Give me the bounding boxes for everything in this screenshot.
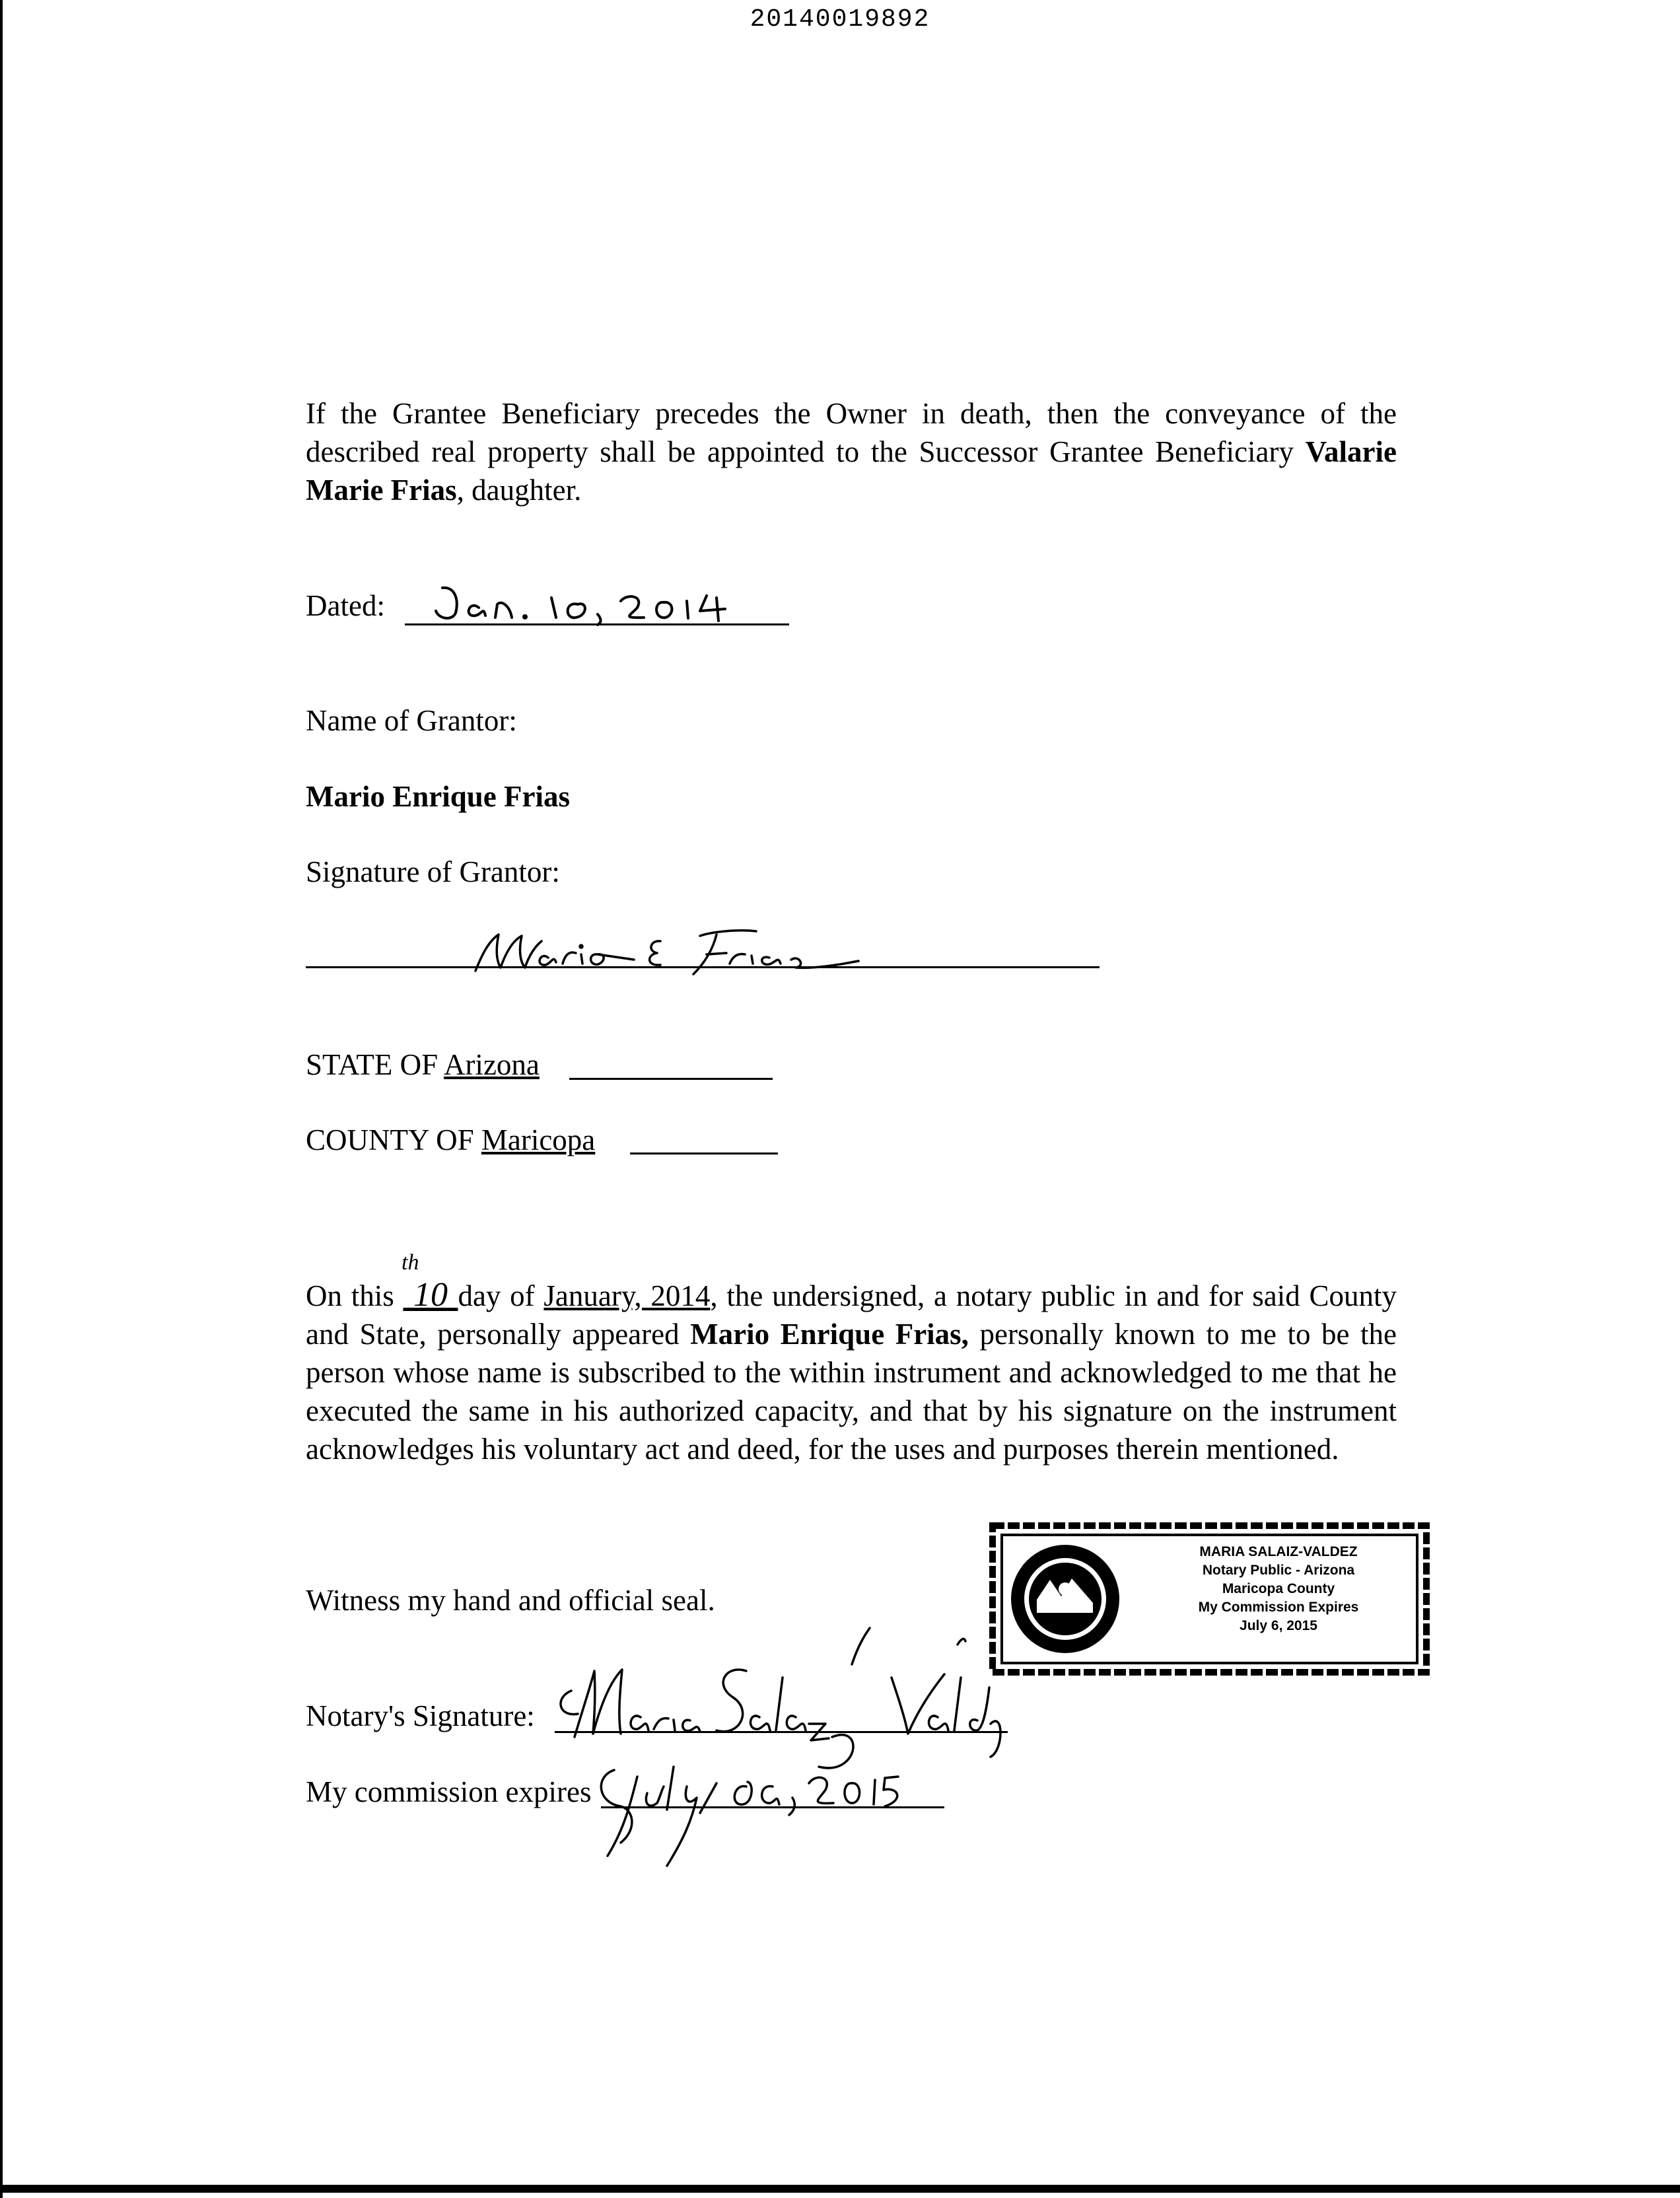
ack-month-year: January, 2014 [543, 1279, 711, 1312]
notary-signature-label: Notary's Signature: [306, 1699, 535, 1732]
ack-day [403, 1276, 458, 1314]
ack-intro: On this [306, 1279, 394, 1312]
commission-underline [601, 1806, 944, 1808]
commission-label: My commission expires [306, 1775, 592, 1808]
stamp-name: MARIA SALAIZ-VALDEZ [1199, 1544, 1358, 1559]
dated-underline [405, 623, 789, 625]
county-label: COUNTY OF [306, 1123, 474, 1156]
notary-signature-line [555, 1731, 1008, 1733]
stamp-text-block [1137, 1543, 1420, 1635]
acknowledgment-paragraph [306, 1276, 1397, 1468]
grantor-signature-label: Signature of Grantor: [306, 855, 560, 888]
ack-person: Mario Enrique Frias, [690, 1318, 969, 1351]
notary-signature [548, 1625, 1024, 1796]
stamp-county: Maricopa County [1222, 1581, 1335, 1596]
ack-day-value: 10 [413, 1276, 448, 1314]
grantor-name: Mario Enrique Frias [306, 780, 570, 813]
recording-number: 20140019892 [750, 5, 930, 34]
dated-label: Dated: [306, 589, 385, 622]
grantor-signature-line [306, 966, 1100, 968]
stamp-commission: My Commission Expires [1198, 1600, 1359, 1615]
state-underline [569, 1078, 773, 1080]
dated-handwriting [429, 581, 740, 627]
witness-line: Witness my hand and official seal. [306, 1584, 715, 1617]
stamp-expiry: July 6, 2015 [1240, 1618, 1317, 1633]
stamp-title: Notary Public - Arizona [1202, 1563, 1355, 1578]
notary-stamp [987, 1520, 1432, 1678]
county-line [306, 1121, 595, 1159]
paragraph1-ending: , daughter. [456, 474, 582, 507]
state-line [306, 1046, 540, 1084]
county-underline [630, 1152, 778, 1154]
scan-left-edge [0, 0, 3, 2198]
state-value: Arizona [443, 1048, 540, 1081]
day-superscript: th [402, 1250, 419, 1275]
commission-handwritten-date [575, 1757, 918, 1869]
ack-after-date: , the undersigned, a notary public in and for said County and State, personally appeared [306, 1279, 1397, 1351]
successor-name: Valarie Marie Frias [306, 435, 1397, 507]
grantor-name-label: Name of Grantor: [306, 704, 517, 737]
successor-beneficiary-paragraph [306, 394, 1397, 509]
ack-rest: personally known to me to be the person whose name is subscribed to the within instrument and acknowledged to me that he executed the same in his authorized capacity, and that by his signature on the instrument acknowledges his voluntary act and deed, for the uses and purposes therein mentioned. [306, 1318, 1397, 1466]
scan-bottom-edge [0, 2185, 1680, 2193]
paragraph1-text: If the Grantee Beneficiary precedes the Owner in death, then the conveyance of the described real property shall be appointed to the Successor Grantee Beneficiary [306, 397, 1397, 468]
ack-day-of: day of [458, 1279, 535, 1312]
grantor-signature [462, 921, 872, 981]
state-seal-icon [1011, 1545, 1119, 1653]
state-label: STATE OF [306, 1048, 438, 1081]
county-value: Maricopa [481, 1123, 596, 1156]
